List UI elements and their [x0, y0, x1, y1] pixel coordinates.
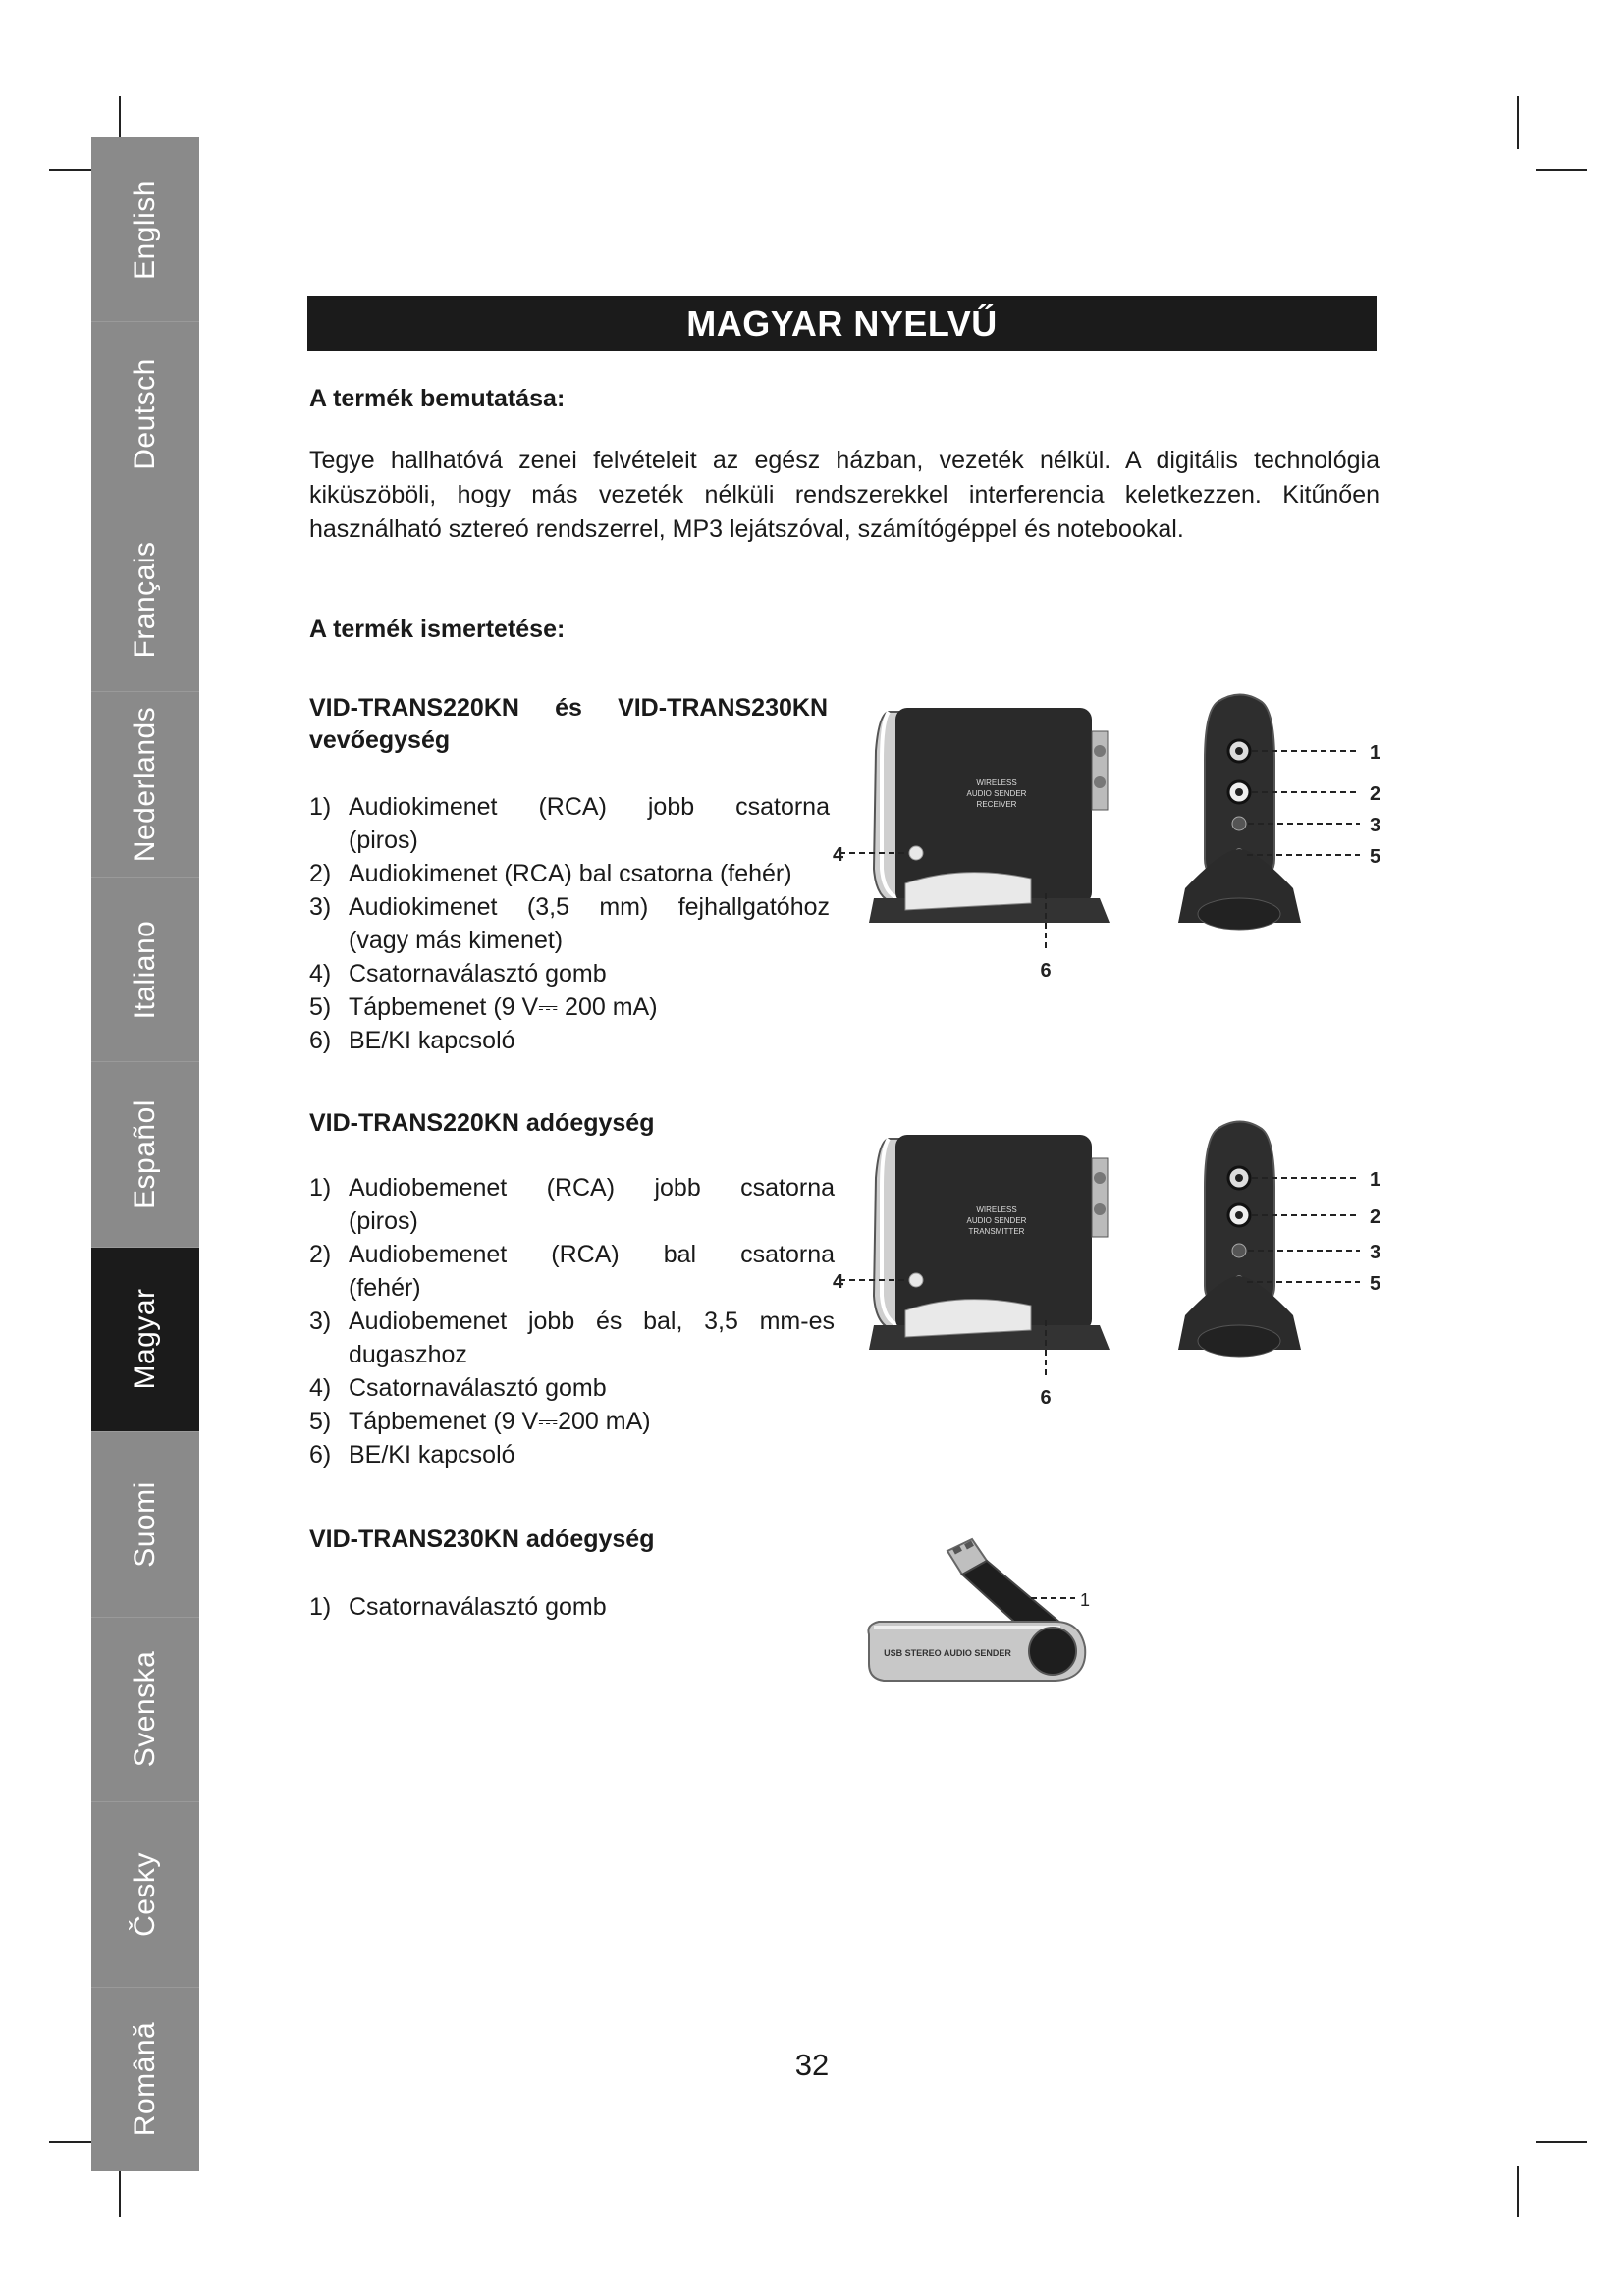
transmitter220-list	[309, 1171, 835, 1471]
device-label: AUDIO SENDER	[966, 1216, 1027, 1225]
lang-tab-label: English	[129, 179, 161, 280]
item-text: Audiokimenet (RCA) jobb csatorna	[349, 793, 830, 821]
list-item	[309, 1371, 835, 1405]
lang-tab-suomi[interactable]	[91, 1432, 199, 1617]
lang-tab-label: Italiano	[129, 920, 161, 1019]
transmitter-rear-image	[1173, 1119, 1389, 1364]
item-text: Csatornaválasztó gomb	[349, 1374, 607, 1402]
item-text: Tápbemenet (9 V⎓200 mA)	[349, 1408, 651, 1435]
callout-1: 1	[1370, 1169, 1381, 1191]
lang-tab-francais[interactable]	[91, 507, 199, 692]
item-text: Csatornaválasztó gomb	[349, 1593, 607, 1621]
lang-tab-magyar[interactable]	[91, 1248, 199, 1432]
item-number: 5)	[309, 993, 332, 1021]
intro-heading: A termék bemutatása:	[309, 385, 566, 412]
lang-tab-deutsch[interactable]	[91, 322, 199, 507]
item-number: 5)	[309, 1408, 332, 1435]
intro-line: használható sztereó rendszerrel, MP3 lejátszóval, számítógéppel és notebookal.	[309, 515, 1184, 543]
lang-tab-label: Magyar	[129, 1288, 161, 1390]
item-text: (vagy más kimenet)	[349, 927, 564, 954]
device-label: TRANSMITTER	[968, 1227, 1025, 1236]
crop-mark	[1517, 2166, 1519, 2217]
page-number: 32	[794, 2048, 830, 2082]
item-number: 3)	[309, 1308, 332, 1335]
item-number: 3)	[309, 893, 332, 921]
callout-6: 6	[1040, 1387, 1052, 1409]
item-number: 4)	[309, 960, 332, 988]
item-number: 6)	[309, 1027, 332, 1054]
crop-mark	[1536, 169, 1587, 171]
lang-tab-english[interactable]	[91, 137, 199, 322]
callout-4: 4	[833, 844, 844, 866]
list-item	[309, 1438, 835, 1471]
lang-tab-italiano[interactable]	[91, 878, 199, 1062]
crop-mark	[1517, 96, 1519, 149]
callout-3: 3	[1370, 1242, 1381, 1263]
receiver-rear-image	[1173, 692, 1389, 937]
callout-1: 1	[1370, 742, 1381, 764]
page-title: MAGYAR NYELVŰ	[686, 303, 998, 344]
list-item	[309, 790, 830, 857]
item-number: 4)	[309, 1374, 332, 1402]
list-item	[309, 1171, 835, 1238]
callout-3: 3	[1370, 815, 1381, 836]
lang-tab-cesky[interactable]	[91, 1802, 199, 1987]
lang-tab-label: Suomi	[129, 1481, 161, 1568]
lang-tab-label: Nederlands	[129, 706, 161, 863]
item-text: Csatornaválasztó gomb	[349, 960, 607, 988]
list-item	[309, 1405, 835, 1438]
item-number: 6)	[309, 1441, 332, 1468]
callout-4: 4	[833, 1271, 844, 1293]
item-number: 2)	[309, 1241, 332, 1268]
list-item	[309, 990, 830, 1024]
device-label: USB STEREO AUDIO SENDER	[884, 1648, 1011, 1658]
lang-tab-nederlands[interactable]	[91, 692, 199, 877]
lang-tab-label: Français	[129, 541, 161, 659]
transmitter230-heading: VID-TRANS230KN adóegység	[309, 1525, 655, 1553]
device-label: WIRELESS	[976, 778, 1017, 787]
list-item	[309, 890, 830, 957]
item-text: dugaszhoz	[349, 1341, 467, 1368]
device-label: AUDIO SENDER	[966, 789, 1027, 798]
receiver-heading	[309, 692, 828, 756]
receiver-list	[309, 790, 830, 1057]
item-text: Audiobemenet (RCA) bal csatorna	[349, 1241, 835, 1268]
list-item	[309, 1238, 835, 1305]
list-item	[309, 1305, 835, 1371]
device-label: WIRELESS	[976, 1205, 1017, 1214]
lang-tab-svenska[interactable]	[91, 1618, 199, 1802]
item-text: (piros)	[349, 827, 418, 854]
item-number: 1)	[309, 793, 332, 821]
receiver-side-image	[835, 692, 1129, 987]
language-sidebar	[91, 137, 199, 2171]
lang-tab-label: Deutsch	[129, 358, 161, 470]
item-text: Audiokimenet (3,5 mm) fejhallgatóhoz	[349, 893, 830, 921]
callout-2: 2	[1370, 1206, 1381, 1228]
item-text: (piros)	[349, 1207, 418, 1235]
description-heading: A termék ismertetése:	[309, 615, 566, 643]
item-text: BE/KI kapcsoló	[349, 1027, 515, 1054]
list-item	[309, 957, 830, 990]
lang-tab-label: Svenska	[129, 1651, 161, 1768]
section-title-bar	[307, 296, 1377, 351]
transmitter220-heading: VID-TRANS220KN adóegység	[309, 1109, 655, 1137]
device-label: RECEIVER	[976, 800, 1017, 809]
intro-line: kiküszöböli, hogy más vezeték nélküli rendszerekkel interferencia keletkezzen. Kitűnően	[309, 481, 1380, 508]
item-number: 1)	[309, 1593, 332, 1621]
item-text: Tápbemenet (9 V⎓ 200 mA)	[349, 993, 658, 1021]
callout-5: 5	[1370, 1273, 1381, 1295]
intro-line: Tegye hallhatóvá zenei felvételeit az egész házban, vezeték nélkül. A digitális technológia	[309, 447, 1380, 474]
item-number: 1)	[309, 1174, 332, 1201]
lang-tab-espanol[interactable]	[91, 1062, 199, 1247]
transmitter230-list	[309, 1590, 835, 1624]
list-item	[309, 1024, 830, 1057]
item-text: Audiobemenet jobb és bal, 3,5 mm-es	[349, 1308, 835, 1335]
callout-6: 6	[1040, 960, 1052, 982]
receiver-heading-line: VID-TRANS220KN és VID-TRANS230KN	[309, 694, 828, 721]
callout-5: 5	[1370, 846, 1381, 868]
callout-2: 2	[1370, 783, 1381, 805]
lang-tab-label: Česky	[129, 1851, 161, 1937]
list-item	[309, 857, 830, 890]
crop-mark	[1536, 2141, 1587, 2143]
transmitter-side-image	[835, 1119, 1129, 1414]
intro-paragraph	[309, 444, 1380, 547]
usb-sender-image	[854, 1531, 1110, 1718]
item-text: Audiobemenet (RCA) jobb csatorna	[349, 1174, 835, 1201]
callout-1: 1	[1080, 1590, 1091, 1610]
item-text: (fehér)	[349, 1274, 421, 1302]
item-number: 2)	[309, 860, 332, 887]
receiver-heading-line: vevőegység	[309, 725, 451, 754]
crop-mark	[119, 2166, 121, 2217]
lang-tab-label: Español	[129, 1099, 161, 1209]
item-text: Audiokimenet (RCA) bal csatorna (fehér)	[349, 860, 792, 887]
lang-tab-label: Română	[129, 2022, 161, 2137]
list-item	[309, 1590, 835, 1624]
item-text: BE/KI kapcsoló	[349, 1441, 515, 1468]
